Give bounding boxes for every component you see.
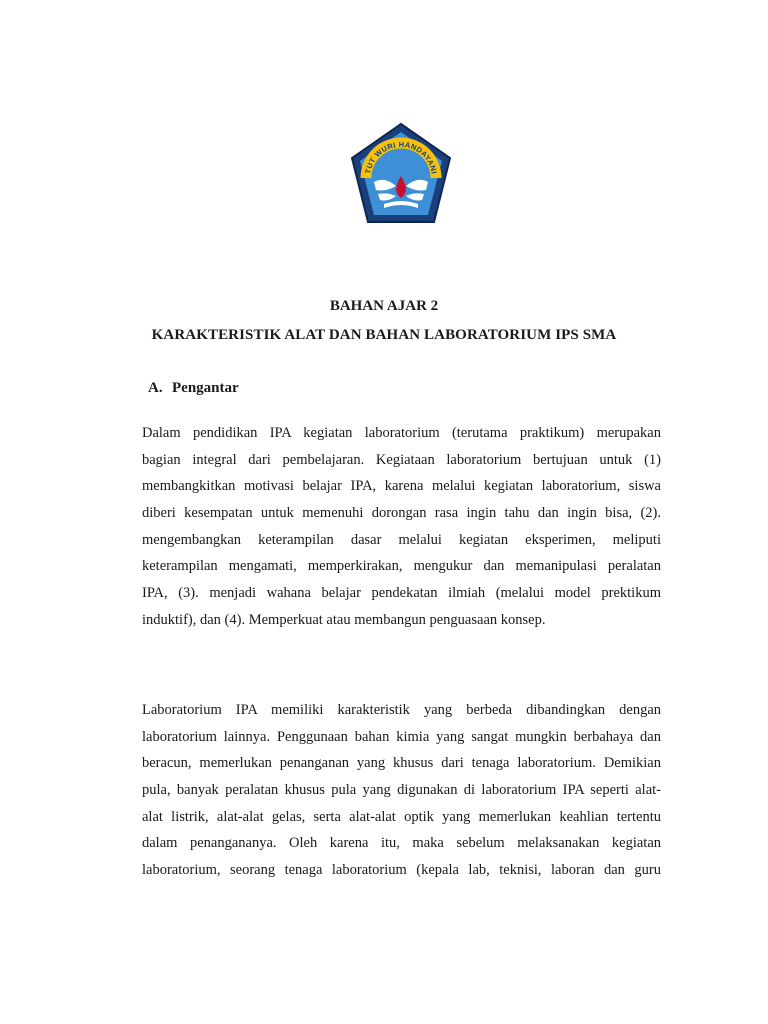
section-number: A. bbox=[148, 380, 163, 396]
paragraph-line: keterampilan mengamati, memperkirakan, mengukur dan memanipulasi peralatan bbox=[142, 558, 661, 575]
tut-wuri-handayani-logo bbox=[346, 120, 456, 230]
document-subtitle: KARAKTERISTIK ALAT DAN BAHAN LABORATORIUM IPS SMA bbox=[151, 327, 617, 343]
paragraph-line: diberi kesempatan untuk memenuhi dorongan rasa ingin tahu dan ingin bisa, (2). bbox=[142, 505, 661, 522]
paragraph-line: induktif), dan (4). Memperkuat atau membangun penguasaan konsep. bbox=[142, 611, 546, 628]
paragraph-line: membangkitkan motivasi belajar IPA, karena melalui kegiatan laboratorium, siswa bbox=[142, 478, 661, 495]
paragraph-line: beracun, memerlukan penanganan yang khusus dari tenaga laboratorium. Demikian bbox=[142, 755, 661, 772]
paragraph-line: pula, banyak peralatan khusus pula yang digunakan di laboratorium IPA seperti alat- bbox=[142, 782, 661, 799]
paragraph-line: laboratorium lainnya. Penggunaan bahan kimia yang sangat mungkin berbahaya dan bbox=[142, 728, 661, 745]
section-title: Pengantar bbox=[172, 380, 239, 396]
paragraph-line: dalam penangananya. Oleh karena itu, maka sebelum melaksanakan kegiatan bbox=[142, 835, 661, 852]
emblem-text: TUT WURI HANDAYANI bbox=[363, 139, 439, 175]
section-heading bbox=[148, 380, 239, 397]
paragraph-line: IPA, (3). menjadi wahana belajar pendekatan ilmiah (melalui model prektikum bbox=[142, 585, 661, 602]
paragraph-line: Laboratorium IPA memiliki karakteristik yang berbeda dibandingkan dengan bbox=[142, 702, 661, 718]
paragraph-2 bbox=[142, 697, 661, 884]
paragraph-1 bbox=[142, 420, 661, 634]
paragraph-line: bagian integral dari pembelajaran. Kegiataan laboratorium bertujuan untuk (1) bbox=[142, 451, 661, 468]
emblem-icon bbox=[346, 120, 456, 230]
paragraph-line: laboratorium, seorang tenaga laboratorium (kepala lab, teknisi, laboran dan guru bbox=[142, 862, 661, 879]
paragraph-line: alat listrik, alat-alat gelas, serta alat-alat optik yang memerlukan keahlian tertentu bbox=[142, 808, 661, 825]
paragraph-line: Dalam pendidikan IPA kegiatan laboratorium (terutama praktikum) merupakan bbox=[142, 425, 661, 441]
document-title: BAHAN AJAR 2 bbox=[329, 298, 439, 314]
paragraph-line: mengembangkan keterampilan dasar melalui kegiatan eksperimen, meliputi bbox=[142, 531, 661, 548]
